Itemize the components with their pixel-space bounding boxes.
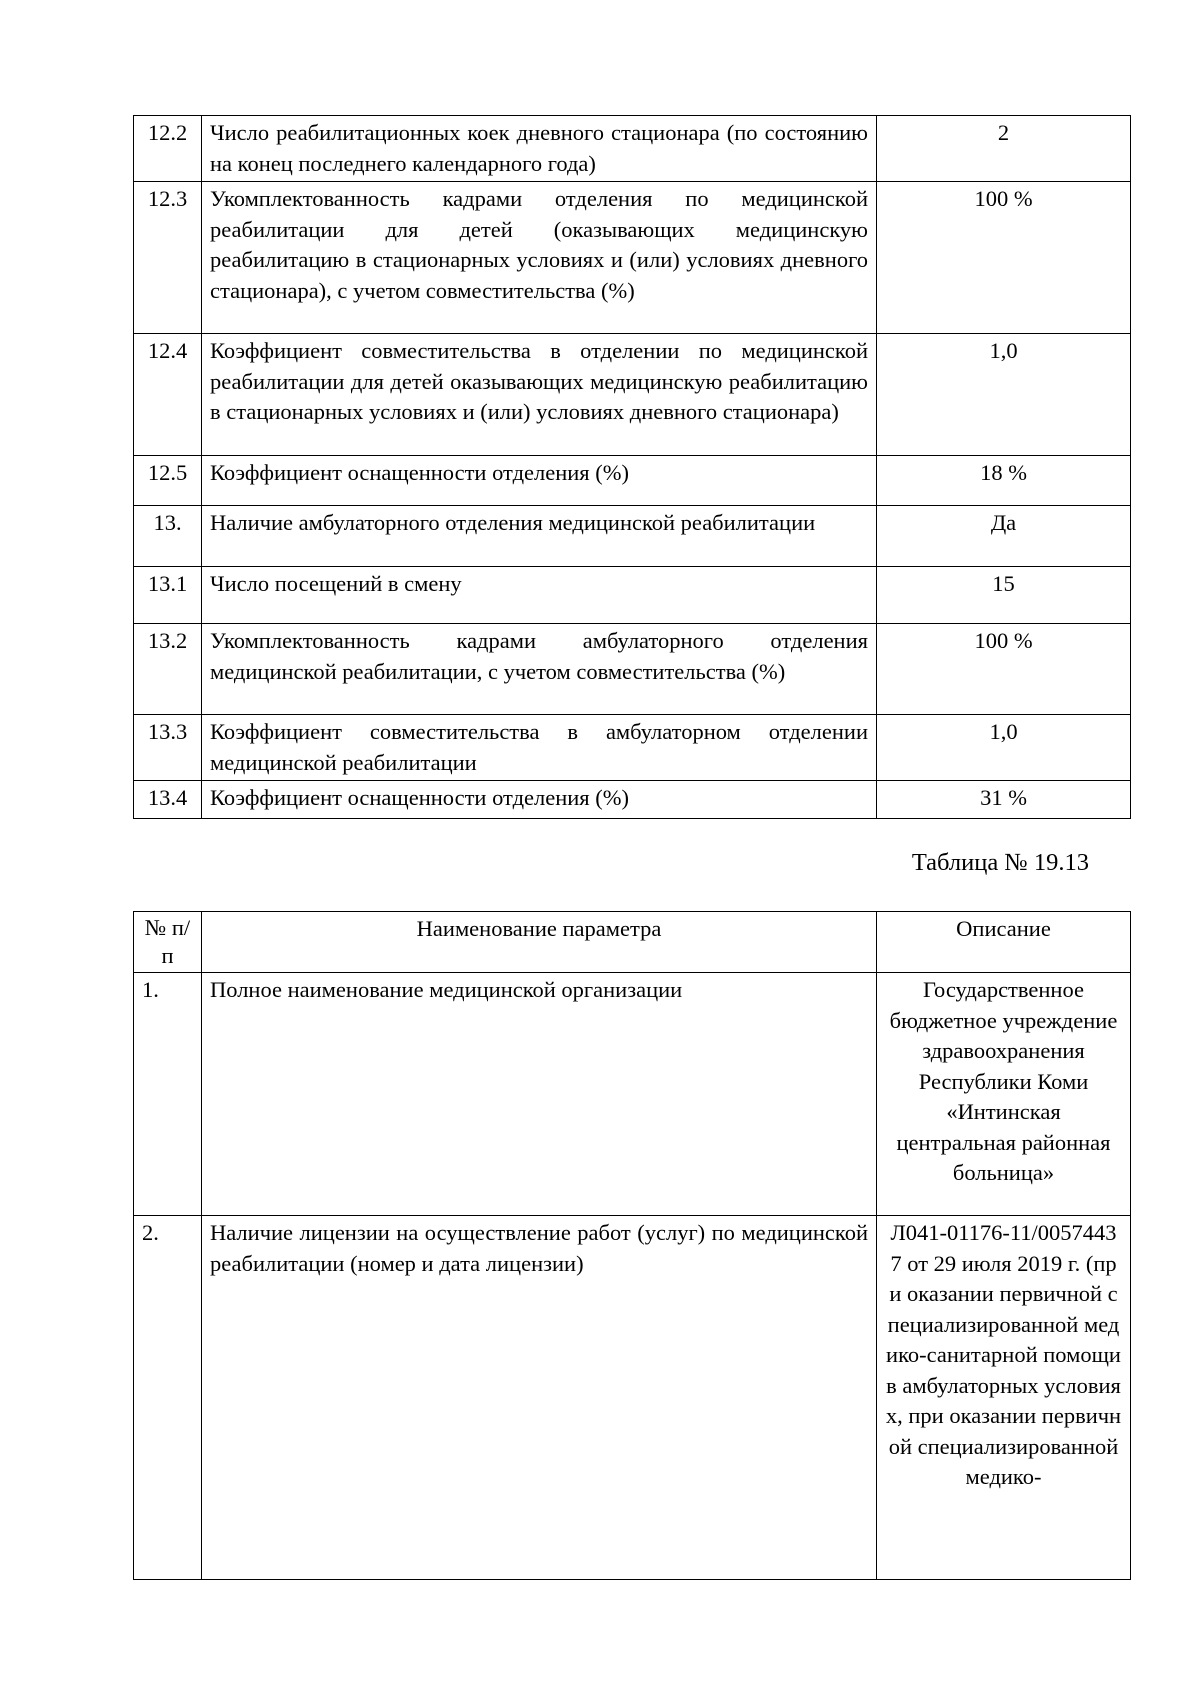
parameter-name: Наличие лицензии на осуществление работ (услуг) по медицинской реабилитации (номер и дата лицензии) <box>202 1216 877 1580</box>
rehabilitation-parameters-table <box>133 115 1131 819</box>
header-description: Описание <box>877 912 1131 973</box>
parameter-name: Коэффициент совместительства в отделении по медицинской реабилитации для детей оказывающих медицинскую реабилитацию в стационарных условиях и (или) условиях дневного стационара) <box>202 334 877 456</box>
row-number: 13.3 <box>134 715 202 781</box>
row-number: 13. <box>134 506 202 567</box>
row-number: 12.2 <box>134 116 202 182</box>
parameter-value: 100 % <box>877 182 1131 334</box>
parameter-value: Да <box>877 506 1131 567</box>
row-number: 12.4 <box>134 334 202 456</box>
row-number: 13.4 <box>134 781 202 819</box>
table-row <box>134 624 1131 715</box>
table-caption: Таблица № 19.13 <box>911 849 1089 876</box>
row-number: 2. <box>134 1216 202 1580</box>
table-row <box>134 567 1131 624</box>
table-row <box>134 456 1131 506</box>
row-number: 13.1 <box>134 567 202 624</box>
parameter-name: Наличие амбулаторного отделения медицинской реабилитации <box>202 506 877 567</box>
table-row <box>134 182 1131 334</box>
parameter-name: Коэффициент оснащенности отделения (%) <box>202 781 877 819</box>
parameter-value: 31 % <box>877 781 1131 819</box>
parameter-value: 2 <box>877 116 1131 182</box>
parameter-value: Государственное бюджетное учреждение здравоохранения Республики Коми «Интинская центральная районная больница» <box>877 973 1131 1216</box>
parameter-value: 100 % <box>877 624 1131 715</box>
table-header-row <box>134 912 1131 973</box>
parameter-name: Укомплектованность кадрами отделения по медицинской реабилитации для детей (оказывающих медицинскую реабилитацию в стационарных условиях и (или) условиях дневного стационара), с учетом совместительства (%) <box>202 182 877 334</box>
parameter-name: Число посещений в смену <box>202 567 877 624</box>
table-row <box>134 116 1131 182</box>
parameter-value: Л041-01176-11/00574437 от 29 июля 2019 г. (при оказании первичной специализированной медико-санитарной помощи в амбулаторных условиях, при оказании первичной специализированной медико- <box>877 1216 1131 1580</box>
table-row <box>134 781 1131 819</box>
parameter-name: Укомплектованность кадрами амбулаторного отделения медицинской реабилитации, с учетом совместительства (%) <box>202 624 877 715</box>
parameter-name: Число реабилитационных коек дневного стационара (по состоянию на конец последнего календарного года) <box>202 116 877 182</box>
table-row <box>134 715 1131 781</box>
row-number: 12.5 <box>134 456 202 506</box>
row-number: 12.3 <box>134 182 202 334</box>
row-number: 1. <box>134 973 202 1216</box>
header-parameter-name: Наименование параметра <box>202 912 877 973</box>
table-row <box>134 1216 1131 1580</box>
parameter-value: 18 % <box>877 456 1131 506</box>
organization-info-table <box>133 911 1131 1580</box>
table-row <box>134 334 1131 456</box>
parameter-value: 1,0 <box>877 334 1131 456</box>
table-row <box>134 973 1131 1216</box>
parameter-value: 1,0 <box>877 715 1131 781</box>
table-row <box>134 506 1131 567</box>
row-number: 13.2 <box>134 624 202 715</box>
header-number: № п/п <box>134 912 202 973</box>
parameter-name: Коэффициент совместительства в амбулаторном отделении медицинской реабилитации <box>202 715 877 781</box>
parameter-name: Полное наименование медицинской организации <box>202 973 877 1216</box>
parameter-name: Коэффициент оснащенности отделения (%) <box>202 456 877 506</box>
parameter-value: 15 <box>877 567 1131 624</box>
